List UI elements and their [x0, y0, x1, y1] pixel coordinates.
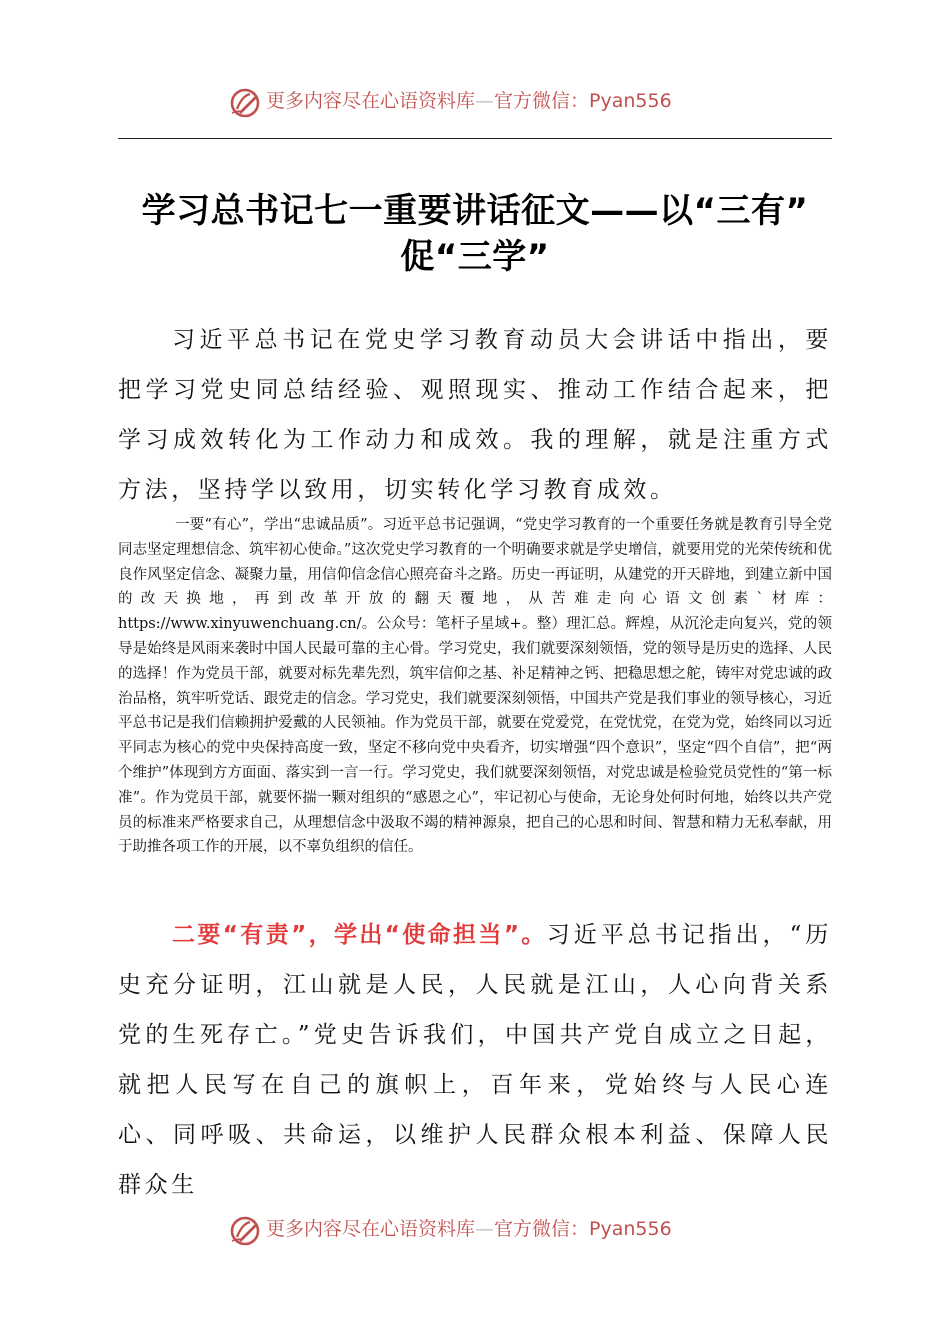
title-line-2: 促“三学” — [400, 237, 550, 277]
section-two-heading: 二要“有责”，学出“使命担当”。 — [172, 922, 547, 948]
banner-wechat-id: Pyan556 — [589, 90, 672, 112]
pen-circle-logo-icon — [228, 1214, 262, 1248]
intro-paragraph: 习近平总书记在党史学习教育动员大会讲话中指出，要把学习党史同总结经验、观照现实、推动工作结合起来，把学习成效转化为工作动力和成效。我的理解，就是注重方式方法，坚持学以致用，切实转化学习教育成效。 — [118, 327, 832, 503]
pen-circle-logo-icon — [228, 86, 262, 120]
banner-library-text: 更多内容尽在心语资料库 — [266, 90, 476, 112]
banner-wechat-label: 官方微信： — [494, 1218, 590, 1240]
section-two-paragraph — [118, 910, 832, 1210]
title-line-1: 学习总书记七一重要讲话征文——以“三有” — [141, 191, 809, 231]
footer-banner — [0, 1210, 950, 1250]
section-two-body: 习近平总书记指出，“历史充分证明，江山就是人民，人民就是江山，人心向背关系党的生死存亡。”党史告诉我们，中国共产党自成立之日起，就把人民写在自己的旗帜上，百年来，党始终与人民心连心、同呼吸、共命运，以维护人民群众根本利益、保障人民群众生 — [118, 922, 833, 1198]
banner-wechat-label: 官方微信： — [494, 90, 590, 112]
document-title — [90, 188, 860, 280]
banner-library-text: 更多内容尽在心语资料库 — [266, 1218, 476, 1240]
banner-separator: — — [475, 1218, 495, 1240]
header-banner — [0, 82, 950, 122]
header-banner-text — [266, 88, 672, 114]
section-one-paragraph: 一要“有心”，学出“忠诚品质”。习近平总书记强调，“党史学习教育的一个重要任务就是教育引导全党同志坚定理想信念、筑牢初心使命。”这次党史学习教育的一个明确要求就是学史增信，就要用党的光荣传统和优良作风坚定信念、凝聚力量，用信仰信念信心照亮奋斗之路。历史一再证明，从建党的开天辟地，到建立新中国的改天换地，再到改革开放的翻天覆地，从苦难走向心语文创素`材库：https://www.xinyuwenchuang.cn/。公众号：笔杆子星域+。整）理汇总。辉煌，从沉沦走向复兴，党的领导是始终是风雨来袭时中国人民最可靠的主心骨。学习党史，我们就要深刻领悟，党的领导是历史的选择、人民的选择！作为党员干部，就要对标先辈先烈，筑牢信仰之基、补足精神之钙、把稳思想之舵，铸牢对党忠诚的政治品格，筑牢听党话、跟党走的信念。学习党史，我们就要深刻领悟，中国共产党是我们事业的领导核心，习近平总书记是我们信赖拥护爱戴的人民领袖。作为党员干部，就要在党爱党，在党忧党，在党为党，始终同以习近平同志为核心的党中央保持高度一致，坚定不移向党中央看齐，切实增强“四个意识”，坚定“四个自信”，把“两个维护”体现到方方面面、落实到一言一行。学习党史，我们就要深刻领悟，对党忠诚是检验党员党性的“第一标准”。作为党员干部，就要怀揣一颗对组织的“感恩之心”，牢记初心与使命，无论身处何时何地，始终以共产党员的标准来严格要求自己，从理想信念中汲取不竭的精神源泉，把自己的心思和时间、智慧和精力无私奉献，用于助推各项工作的开展，以不辜负组织的信任。 — [118, 517, 832, 856]
header-rule — [118, 138, 832, 139]
banner-separator: — — [475, 90, 495, 112]
footer-banner-text — [266, 1216, 672, 1242]
banner-wechat-id: Pyan556 — [589, 1218, 672, 1240]
